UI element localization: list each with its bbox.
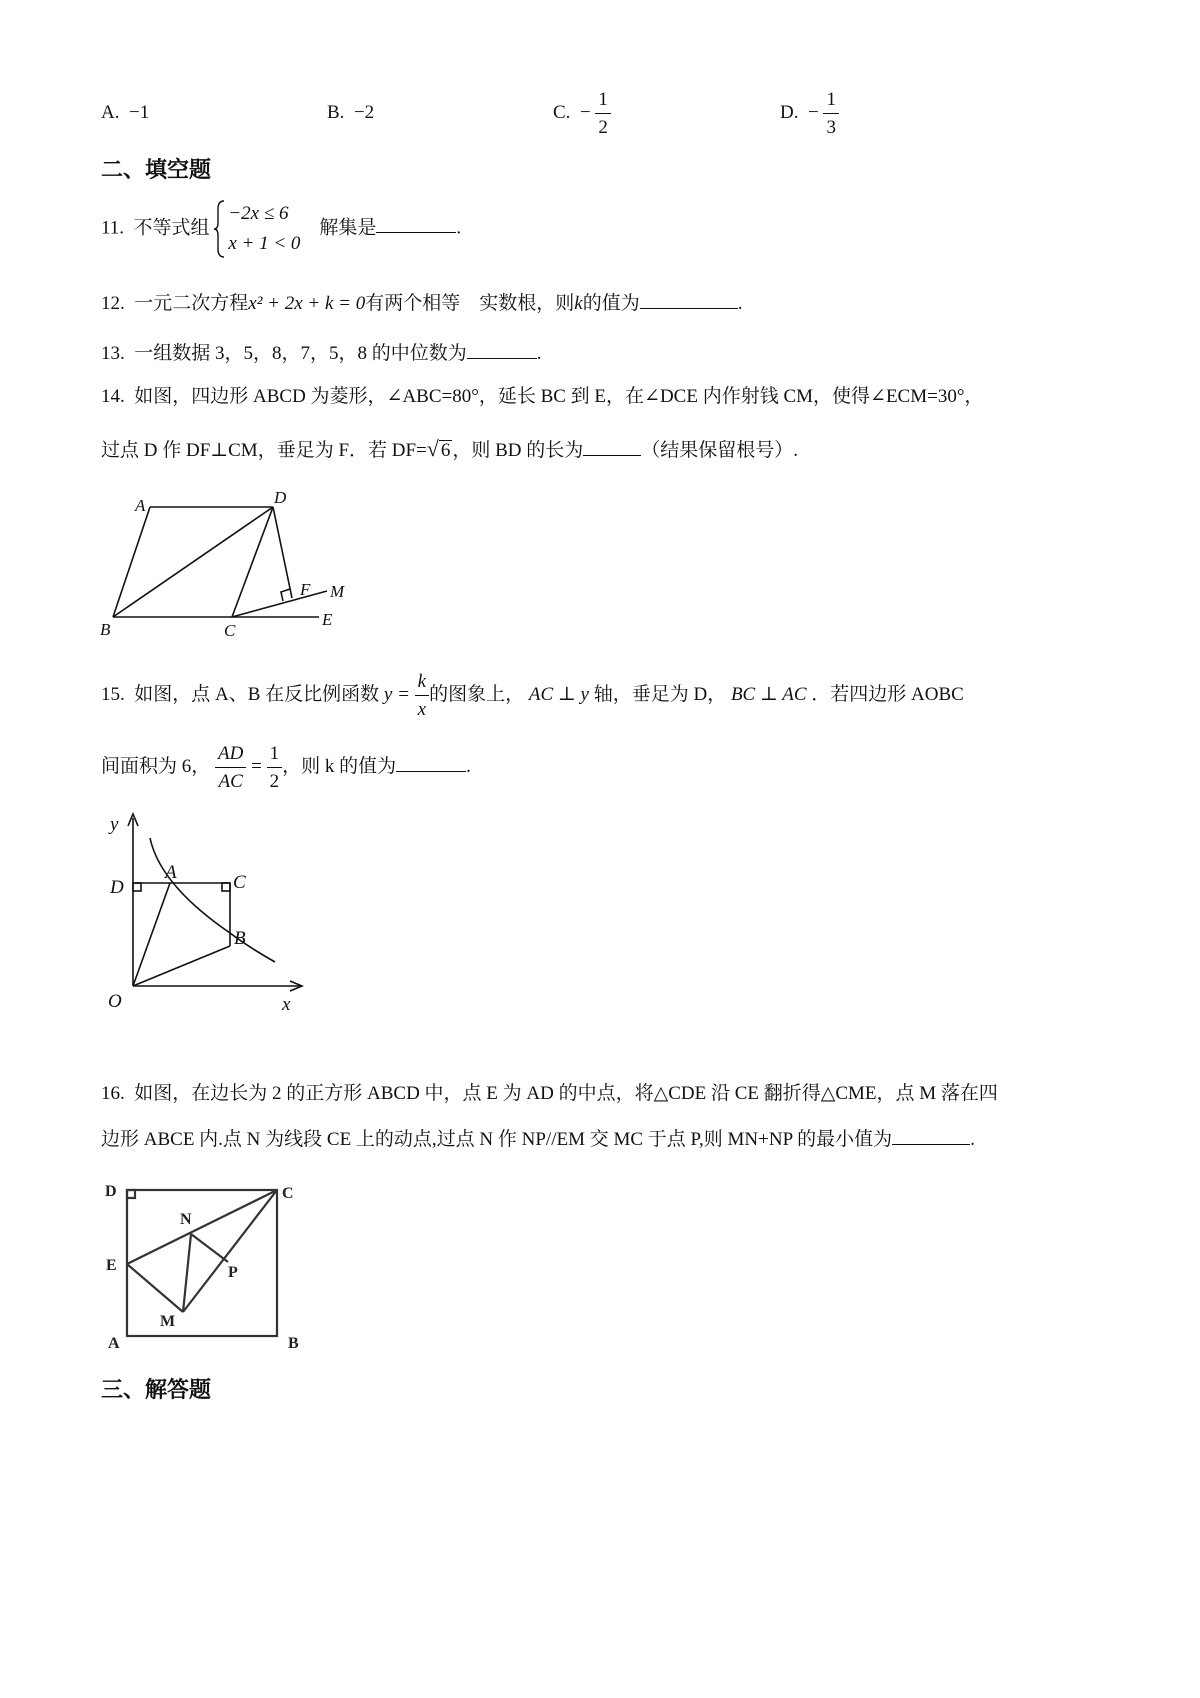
label-m: M bbox=[160, 1313, 176, 1330]
label-d: D bbox=[110, 877, 124, 898]
choice-c bbox=[553, 90, 611, 137]
choice-d-label: D. bbox=[780, 101, 799, 123]
segment-em bbox=[127, 1264, 183, 1312]
ray-cm bbox=[232, 591, 327, 617]
q16-answer-blank[interactable] bbox=[892, 1143, 970, 1145]
q13-end: . bbox=[536, 343, 542, 364]
choice-b-value: −2 bbox=[353, 102, 375, 123]
label-a: A bbox=[135, 496, 146, 515]
choice-c-sign: − bbox=[579, 101, 591, 123]
label-f: F bbox=[300, 580, 311, 599]
q12-equation: x² + 2x + k = 0 bbox=[248, 293, 366, 314]
q14-line1: 如图，四边形 ABCD 为菱形，∠ABC=80°，延长 BC 到 E，在∠DCE 内作射钱 CM，使得∠ECM=30°， bbox=[134, 386, 984, 407]
q13-answer-blank[interactable] bbox=[467, 357, 537, 359]
label-a: A bbox=[165, 862, 177, 883]
label-b: B bbox=[234, 928, 246, 949]
q16-end: . bbox=[970, 1129, 975, 1150]
choice-a-label: A. bbox=[101, 102, 120, 123]
q15-line1-b: 的图象上， bbox=[429, 683, 525, 705]
segment-ec bbox=[127, 1190, 277, 1264]
q13-number: 13. bbox=[101, 343, 125, 364]
right-angle-mark-d bbox=[133, 883, 141, 891]
question-13 bbox=[101, 344, 542, 363]
q15-line1-c: 轴，垂足为 D， bbox=[593, 683, 727, 705]
q15-perp1: AC ⊥ y bbox=[528, 683, 589, 705]
section-heading-solutions: 三、解答题 bbox=[101, 1378, 212, 1403]
q11-number: 11. bbox=[101, 217, 125, 239]
segment-nm bbox=[183, 1234, 191, 1312]
segment-df bbox=[273, 507, 292, 598]
q16-line2: 边形 ABCE 内.点 N 为线段 CE 上的动点,过点 N 作 NP//EM 交 MC 于点 P,则 MN+NP 的最小值为 bbox=[101, 1129, 893, 1150]
label-a: A bbox=[108, 1335, 120, 1352]
brace-icon bbox=[214, 199, 226, 259]
q15-line2-b: ，则 k 的值为 bbox=[282, 755, 397, 777]
q12-part2: 有两个相等 实数根，则 bbox=[365, 293, 575, 314]
question-12 bbox=[101, 294, 742, 313]
question-15-line-1 bbox=[101, 672, 964, 719]
label-b: B bbox=[100, 620, 111, 639]
label-y: y bbox=[110, 814, 119, 835]
q14-sqrt-value: 6 bbox=[440, 440, 451, 461]
q11-answer-blank[interactable] bbox=[376, 231, 456, 233]
question-11 bbox=[101, 199, 461, 259]
segment-ob bbox=[133, 946, 230, 986]
question-14-line-1 bbox=[101, 387, 983, 406]
label-e: E bbox=[106, 1257, 117, 1274]
q12-part1: 一元二次方程 bbox=[134, 293, 249, 314]
right-angle-mark-d bbox=[127, 1190, 135, 1198]
q15-line1-a: 如图，点 A、B 在反比例函数 bbox=[134, 683, 380, 705]
choice-d bbox=[780, 90, 839, 137]
question-14-line-2 bbox=[101, 438, 798, 460]
segment-cd bbox=[232, 507, 273, 617]
q15-ratio-value: $\frac{1}{2}$ bbox=[267, 744, 283, 791]
choice-b bbox=[327, 103, 374, 122]
q12-part3: 的值为 bbox=[582, 293, 640, 314]
right-angle-mark-f bbox=[281, 589, 290, 601]
q14-line2-a: 过点 D 作 DF⊥CM，垂足为 F．若 DF= bbox=[101, 440, 427, 461]
q15-number: 15. bbox=[101, 683, 125, 705]
label-n: N bbox=[180, 1211, 192, 1228]
segment-bd bbox=[113, 507, 273, 617]
q14-figure-rhombus bbox=[95, 485, 365, 645]
q15-func-fraction: $\frac{k}{x}$ bbox=[415, 672, 429, 719]
q16-number: 16. bbox=[101, 1083, 125, 1104]
choice-a-value: −1 bbox=[128, 102, 150, 123]
sqrt-icon: √ bbox=[426, 436, 439, 461]
q15-line1-d: ．若四边形 AOBC bbox=[811, 683, 964, 705]
q15-line2-a: 间面积为 6， bbox=[101, 755, 211, 777]
question-16-line-2 bbox=[101, 1130, 975, 1149]
question-16-line-1 bbox=[101, 1084, 998, 1103]
q15-figure-hyperbola bbox=[100, 810, 310, 1020]
section-heading-fill-in: 二、填空题 bbox=[101, 158, 212, 183]
label-e: E bbox=[322, 610, 333, 629]
choice-c-fraction: $\frac{1}{2}$ bbox=[595, 90, 611, 137]
choice-b-label: B. bbox=[327, 102, 345, 123]
label-o: O bbox=[108, 991, 122, 1012]
label-x: x bbox=[282, 994, 291, 1015]
q12-answer-blank[interactable] bbox=[640, 307, 738, 309]
q11-inequality-1: −2x ≤ 6 bbox=[228, 203, 289, 224]
q15-perp2: BC ⊥ AC bbox=[730, 683, 807, 705]
label-d: D bbox=[274, 488, 287, 507]
q14-answer-blank[interactable] bbox=[583, 454, 641, 456]
q15-func-lhs: y = bbox=[383, 683, 410, 705]
label-c: C bbox=[282, 1185, 294, 1202]
choice-c-label: C. bbox=[553, 101, 571, 123]
label-b: B bbox=[288, 1335, 299, 1352]
right-angle-mark-c bbox=[222, 883, 230, 891]
q11-prefix: 不等式组 bbox=[133, 217, 210, 239]
q15-end: . bbox=[466, 755, 471, 777]
q15-ratio-fraction: $\frac{AD}{AC}$ bbox=[215, 744, 246, 791]
label-c: C bbox=[233, 872, 246, 893]
q11-inequality-system bbox=[214, 199, 300, 259]
q11-suffix: 解集是 bbox=[319, 217, 377, 239]
q14-line2-b: ，则 BD 的长为 bbox=[452, 440, 584, 461]
q11-inequality-2: x + 1 < 0 bbox=[228, 233, 301, 254]
question-15-line-2 bbox=[101, 744, 471, 791]
segment-mc bbox=[183, 1190, 277, 1312]
q13-text: 一组数据 3，5，8，7，5，8 的中位数为 bbox=[134, 343, 467, 364]
q16-figure-square bbox=[100, 1176, 310, 1356]
q12-var: k bbox=[574, 293, 583, 314]
choice-d-fraction: $\frac{1}{3}$ bbox=[823, 90, 839, 137]
label-c: C bbox=[224, 621, 236, 640]
q14-number: 14. bbox=[101, 386, 125, 407]
q14-line2-c: （结果保留根号）. bbox=[641, 440, 799, 461]
q12-end: . bbox=[737, 293, 743, 314]
q15-answer-blank[interactable] bbox=[396, 770, 466, 772]
square-abcd bbox=[127, 1190, 277, 1336]
hyperbola-curve bbox=[150, 838, 275, 962]
q11-end: . bbox=[456, 217, 462, 239]
label-m: M bbox=[330, 582, 345, 601]
choice-a bbox=[101, 103, 149, 122]
q16-line1: 如图，在边长为 2 的正方形 ABCD 中，点 E 为 AD 的中点，将△CDE 沿 CE 翻折得△CME，点 M 落在四 bbox=[134, 1083, 998, 1104]
segment-np bbox=[191, 1234, 228, 1262]
q15-ratio-eq: = bbox=[251, 755, 262, 777]
segment-ba bbox=[113, 507, 150, 617]
segment-oa bbox=[133, 883, 170, 986]
q12-number: 12. bbox=[101, 293, 125, 314]
label-p: P bbox=[228, 1264, 238, 1281]
label-d: D bbox=[105, 1183, 117, 1200]
choice-d-sign: − bbox=[807, 101, 819, 123]
